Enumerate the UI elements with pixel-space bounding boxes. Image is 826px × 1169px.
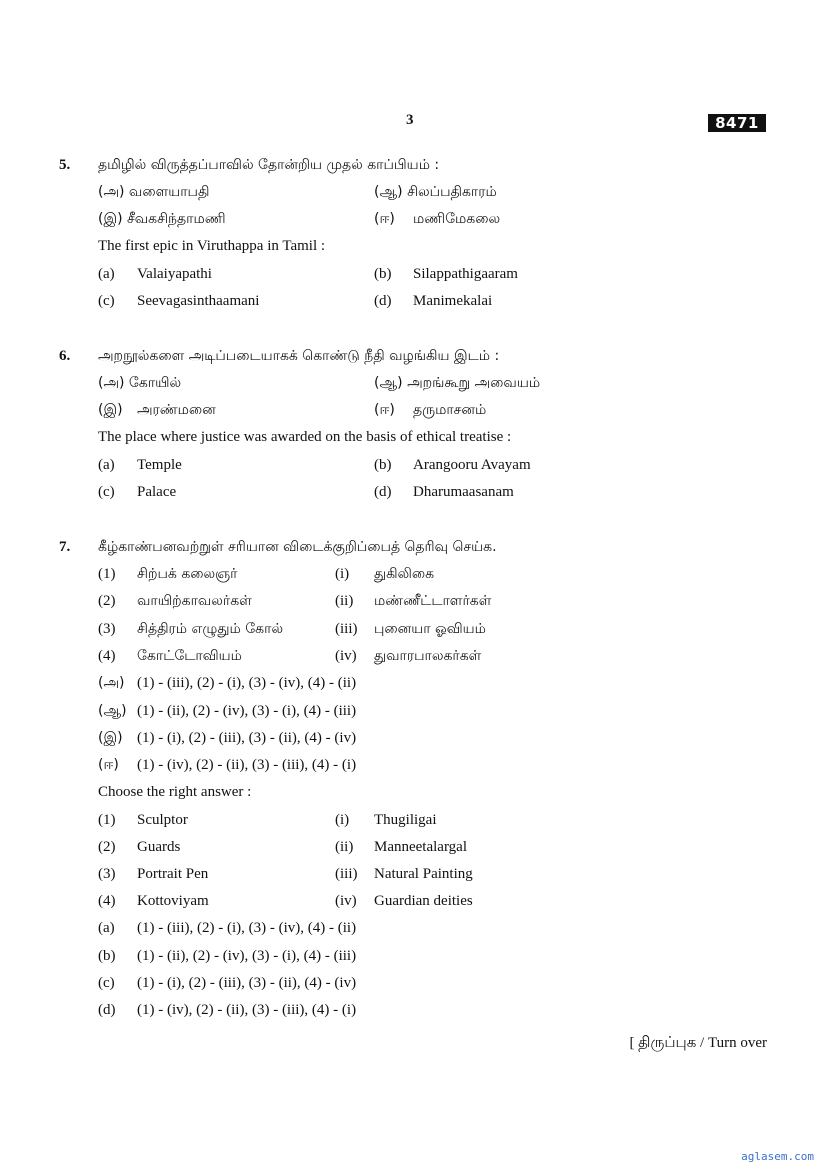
option-ta-d-label: (ஈ) xyxy=(374,211,395,227)
answer-option-label: (a) xyxy=(98,920,115,936)
option-label: (d) xyxy=(374,484,392,500)
question-number: 5. xyxy=(59,157,71,173)
answer-option-label: (d) xyxy=(98,1002,116,1018)
option-label: (b) xyxy=(374,266,392,282)
option-en-c: Palace xyxy=(137,484,177,500)
match-row-number: (4) xyxy=(98,648,116,664)
question-text-tamil: அறநூல்களை அடிப்படையாகக் கொண்டு நீதி வழங்கிய இடம் : xyxy=(98,348,500,364)
match-right-item: துகிலிகை xyxy=(374,566,435,582)
match-right-item: Natural Painting xyxy=(374,866,473,882)
option-en-b: Silappathigaaram xyxy=(413,266,518,282)
match-row-roman: (iii) xyxy=(335,621,358,637)
match-row-roman: (i) xyxy=(335,566,350,582)
match-right-item: புனையா ஓவியம் xyxy=(374,621,486,637)
answer-option-text: (1) - (i), (2) - (iii), (3) - (ii), (4) - (iv) xyxy=(137,975,357,991)
match-right-item: Guardian deities xyxy=(374,893,473,909)
option-ta-d-label: (ஈ) xyxy=(374,402,395,418)
match-row-roman: (i) xyxy=(335,812,350,828)
option-ta-d: மணிமேகலை xyxy=(413,211,501,227)
option-en-b: Arangooru Avayam xyxy=(413,457,531,473)
answer-option-text: (1) - (iv), (2) - (ii), (3) - (iii), (4) - (i) xyxy=(137,1002,357,1018)
match-row-number: (2) xyxy=(98,839,116,855)
turn-over-note: [ திருப்புக / Turn over xyxy=(629,1035,767,1051)
answer-option-text: (1) - (i), (2) - (iii), (3) - (ii), (4) - (iv) xyxy=(137,730,357,746)
option-label: (c) xyxy=(98,293,115,309)
question-text-english: The first epic in Viruthappa in Tamil : xyxy=(98,238,326,254)
option-en-c: Seevagasinthaamani xyxy=(137,293,260,309)
option-ta-b: (ஆ) அறங்கூறு அவையம் xyxy=(374,375,541,391)
match-row-roman: (ii) xyxy=(335,593,354,609)
question-text-tamil: தமிழில் விருத்தப்பாவில் தோன்றிய முதல் காப்பியம் : xyxy=(98,157,440,173)
question-text-english: Choose the right answer : xyxy=(98,784,252,800)
answer-option-label: (ஈ) xyxy=(98,757,119,773)
match-left-item: Kottoviyam xyxy=(137,893,209,909)
match-right-item: துவாரபாலகர்கள் xyxy=(374,648,482,664)
answer-option-label: (இ) xyxy=(98,730,123,746)
option-ta-d: தருமாசனம் xyxy=(413,402,487,418)
match-row-number: (2) xyxy=(98,593,116,609)
answer-option-label: (ஆ) xyxy=(98,703,127,719)
option-ta-b: (ஆ) சிலப்பதிகாரம் xyxy=(374,184,497,200)
match-right-item: மண்ணீட்டாளர்கள் xyxy=(374,593,492,609)
option-label: (d) xyxy=(374,293,392,309)
match-row-number: (3) xyxy=(98,866,116,882)
answer-option-text: (1) - (iii), (2) - (i), (3) - (iv), (4) - (ii) xyxy=(137,675,357,691)
match-right-item: Manneetalargal xyxy=(374,839,468,855)
question-text-english: The place where justice was awarded on the basis of ethical treatise : xyxy=(98,429,512,445)
option-label: (b) xyxy=(374,457,392,473)
page-number: 3 xyxy=(406,112,414,128)
paper-code-badge: 8471 xyxy=(708,114,766,132)
match-row-roman: (ii) xyxy=(335,839,354,855)
question-number: 6. xyxy=(59,348,71,364)
option-ta-c-label: (இ) xyxy=(98,402,123,418)
match-left-item: Guards xyxy=(137,839,181,855)
match-left-item: சிற்பக் கலைஞர் xyxy=(137,566,238,582)
match-row-roman: (iv) xyxy=(335,648,357,664)
question-number: 7. xyxy=(59,539,71,555)
question-text-tamil: கீழ்காண்பனவற்றுள் சரியான விடைக்குறிப்பைத் தெரிவு செய்க. xyxy=(98,539,497,555)
option-label: (a) xyxy=(98,266,115,282)
option-label: (c) xyxy=(98,484,115,500)
option-en-a: Temple xyxy=(137,457,182,473)
match-right-item: Thugiligai xyxy=(374,812,437,828)
match-left-item: Sculptor xyxy=(137,812,188,828)
match-row-number: (3) xyxy=(98,621,116,637)
option-en-d: Manimekalai xyxy=(413,293,493,309)
answer-option-label: (c) xyxy=(98,975,115,991)
option-ta-a: (அ) வளையாபதி xyxy=(98,184,210,200)
answer-option-text: (1) - (ii), (2) - (iv), (3) - (i), (4) - (iii) xyxy=(137,703,357,719)
option-ta-c: அரண்மனை xyxy=(137,402,216,418)
option-en-a: Valaiyapathi xyxy=(137,266,212,282)
match-left-item: சித்திரம் எழுதும் கோல் xyxy=(137,621,284,637)
option-label: (a) xyxy=(98,457,115,473)
answer-option-label: (அ) xyxy=(98,675,125,691)
match-row-roman: (iii) xyxy=(335,866,358,882)
answer-option-text: (1) - (iv), (2) - (ii), (3) - (iii), (4) - (i) xyxy=(137,757,357,773)
answer-option-text: (1) - (ii), (2) - (iv), (3) - (i), (4) - (iii) xyxy=(137,948,357,964)
option-ta-a: (அ) கோயில் xyxy=(98,375,182,391)
match-left-item: Portrait Pen xyxy=(137,866,209,882)
match-row-number: (1) xyxy=(98,566,116,582)
answer-option-text: (1) - (iii), (2) - (i), (3) - (iv), (4) - (ii) xyxy=(137,920,357,936)
option-ta-c: (இ) சீவகசிந்தாமணி xyxy=(98,211,226,227)
match-row-number: (4) xyxy=(98,893,116,909)
match-left-item: கோட்டோவியம் xyxy=(137,648,242,664)
match-left-item: வாயிற்காவலர்கள் xyxy=(137,593,252,609)
source-watermark: aglasem.com xyxy=(741,1150,814,1163)
match-row-number: (1) xyxy=(98,812,116,828)
match-row-roman: (iv) xyxy=(335,893,357,909)
answer-option-label: (b) xyxy=(98,948,116,964)
option-en-d: Dharumaasanam xyxy=(413,484,514,500)
